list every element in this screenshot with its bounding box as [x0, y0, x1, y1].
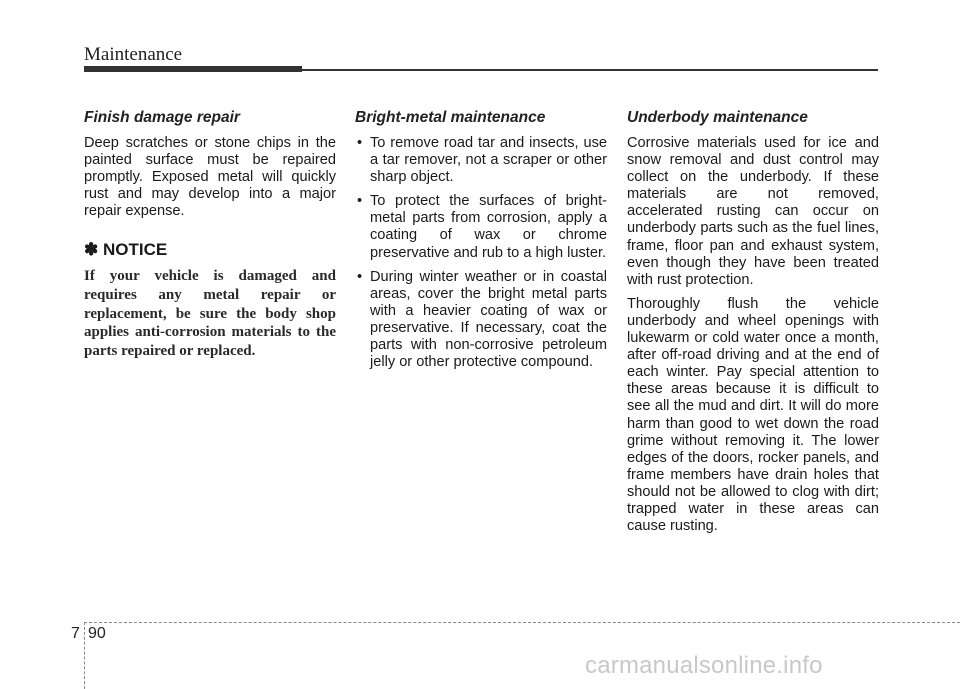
list-item	[355, 193, 607, 261]
header-rule-thin	[302, 69, 878, 71]
notice-body: If your vehicle is damaged and requires any metal repair or replacement, be sure the body shop applies anti-corrosion materials to the parts repaired or replaced.	[84, 268, 336, 359]
list-item	[355, 269, 607, 372]
paragraph-finish-damage: Deep scratches or stone chips in the painted surface must be repaired promptly. Exposed metal will quickly rust and may develop into a major repair expense.	[84, 135, 336, 220]
column-underbody	[627, 108, 879, 542]
footer-rule	[84, 622, 960, 623]
paragraph-underbody-2: Thoroughly flush the vehicle underbody and wheel openings with lukewarm or cold water once a month, after off-road driving and at the end of each winter. Pay special attention to these areas because it is difficult to see all the mud and dirt. It will do more harm than good to wet down the road grime without removing it. The lower edges of the doors, rocker panels, and frame members have drain holes that should not be allowed to clog with dirt; trapped water in these areas can cause rusting.	[627, 295, 879, 535]
list-item	[355, 135, 607, 186]
paragraph-underbody-1: Corrosive materials used for ice and snow removal and dust control may collect on the underbody. If these materials are not removed, accelerated rusting can occur on underbody parts such as the fuel lines, frame, floor pan and exhaust system, even though they have been treated with rust protection.	[627, 135, 879, 288]
footer-divider	[84, 622, 85, 689]
header-rule-thick	[84, 66, 302, 72]
notice-title: NOTICE	[102, 240, 168, 260]
bullet-icon: •	[357, 135, 363, 151]
heading-finish-damage-repair: Finish damage repair	[84, 109, 240, 126]
heading-underbody-maintenance: Underbody maintenance	[627, 109, 808, 126]
bullet-icon: •	[357, 193, 363, 210]
bright-metal-list	[355, 135, 607, 371]
list-item-text: To remove road tar and insects, use a tar remover, not a scraper or other sharp object.	[370, 135, 607, 186]
list-item-text: During winter weather or in coastal areas, cover the bright metal parts with a heavier coating of wax or preservative. If necessary, coat the parts with non-corrosive petroleum jelly or other protective compound.	[370, 268, 607, 371]
column-bright-metal	[355, 108, 607, 378]
page-number: 90	[88, 625, 106, 642]
watermark: carmanualsonline.info	[585, 652, 823, 679]
section-title: Maintenance	[84, 44, 183, 65]
list-item-text: To protect the surfaces of bright-metal parts from corrosion, apply a coating of wax or chrome preservative and rub to a high luster.	[370, 193, 607, 261]
heading-bright-metal-maintenance: Bright-metal maintenance	[355, 109, 546, 126]
notice-heading	[84, 239, 336, 261]
notice-symbol-icon: ✽	[84, 240, 99, 260]
chapter-number: 7	[71, 625, 80, 642]
bullet-icon: •	[357, 268, 363, 285]
column-finish-damage	[84, 108, 336, 360]
